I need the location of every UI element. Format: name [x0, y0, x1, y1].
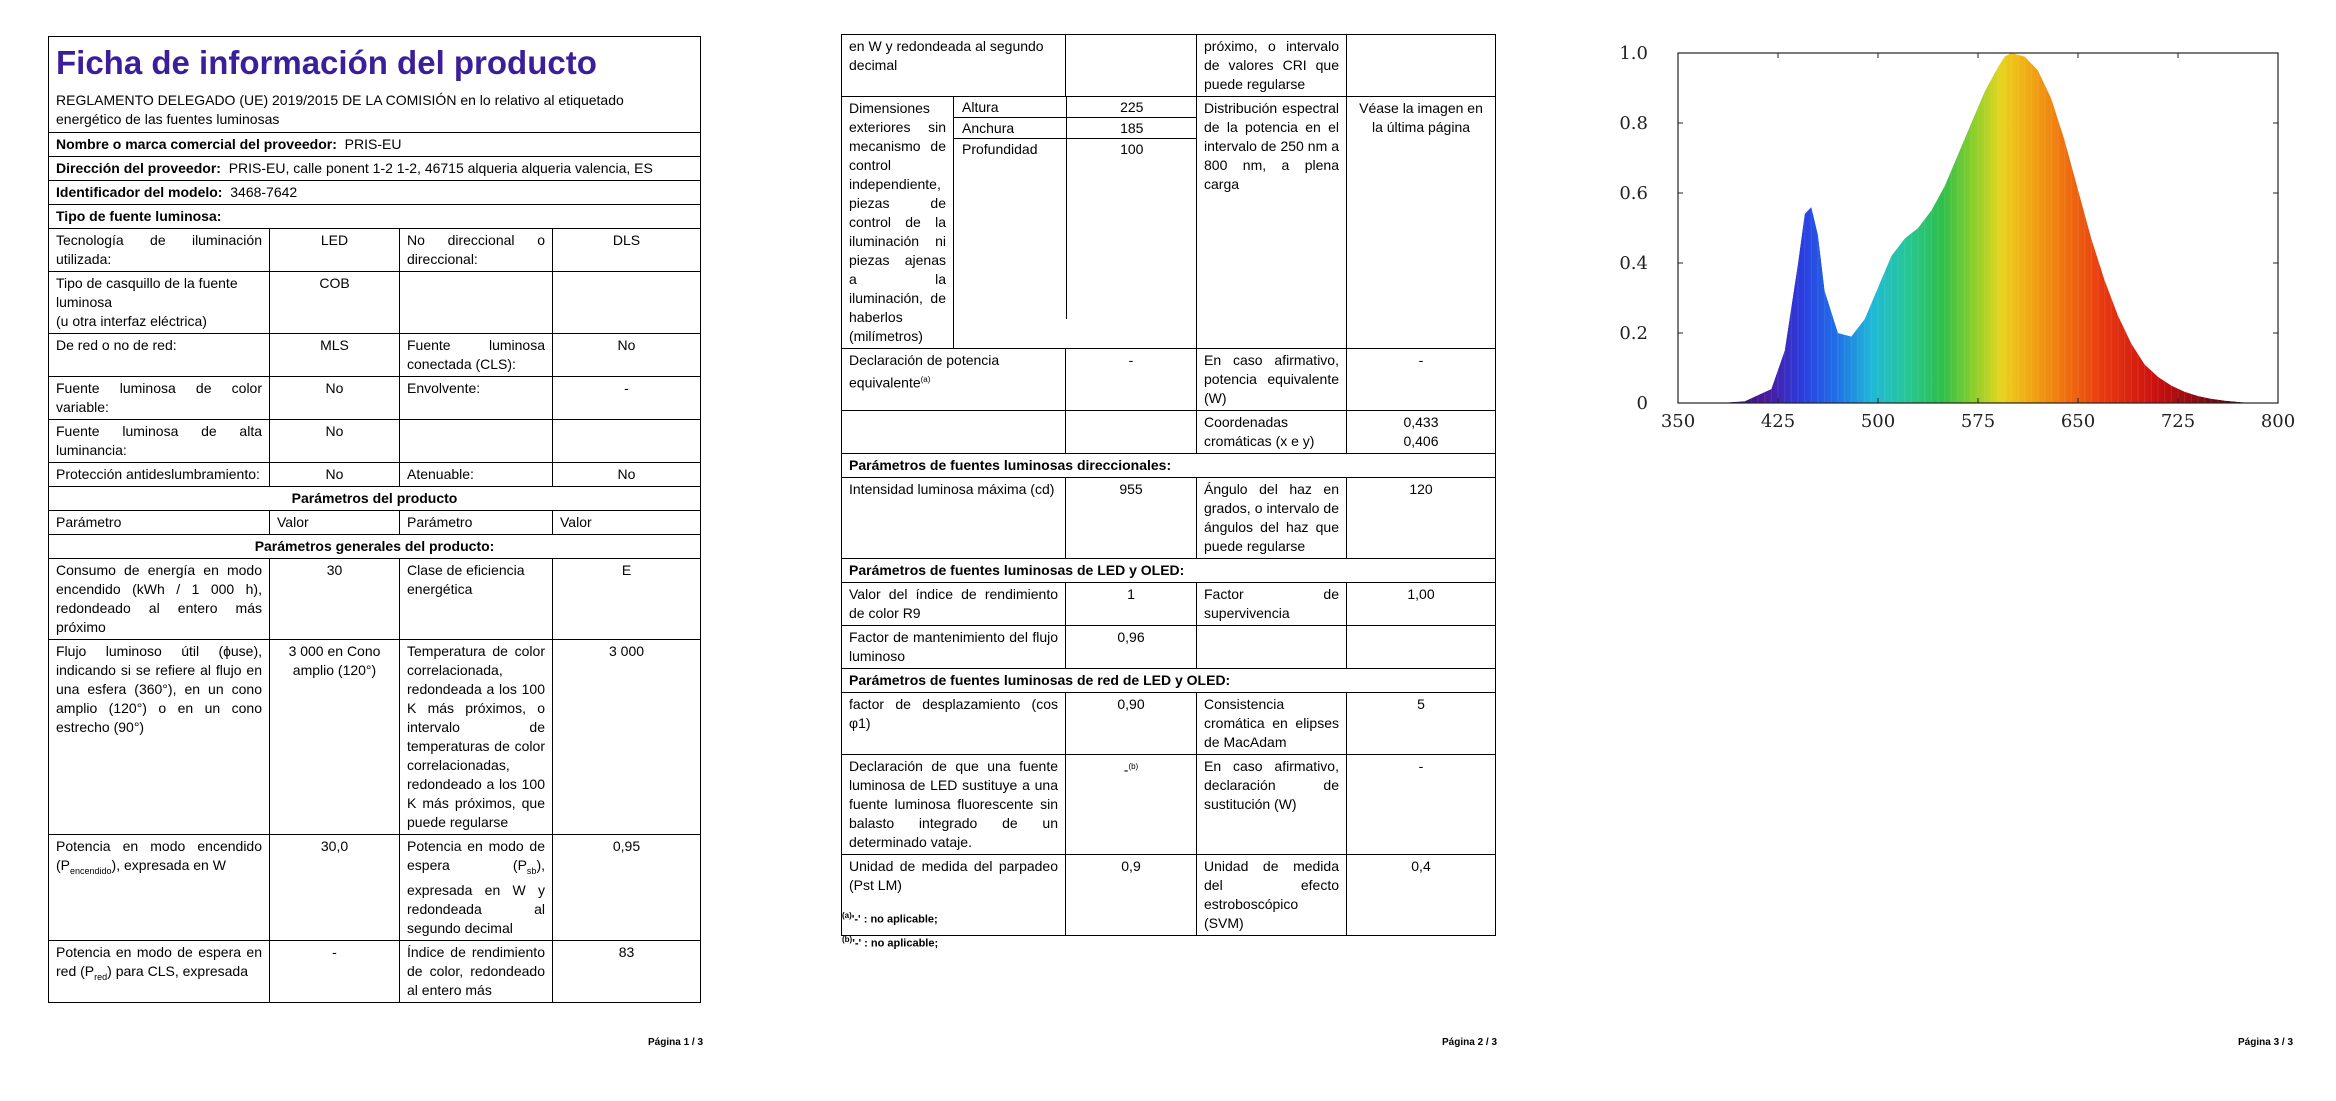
flicker-value: 0,9 [1066, 855, 1197, 936]
spec-label [400, 272, 553, 334]
supplier-label: Nombre o marca comercial del proveedor: [56, 136, 337, 152]
equiv-label [842, 349, 1066, 411]
dims-value-cell: 185 [1066, 118, 1197, 139]
spec-label: Atenuable: [400, 463, 553, 487]
cont-left-value [1066, 35, 1197, 97]
net-standby-label [49, 940, 270, 1002]
dims-row [954, 118, 1197, 139]
net-standby-label-a: Potencia en modo de espera en red (P [56, 943, 262, 979]
dims-value-cell: 100 [1120, 141, 1144, 157]
chroma-y: 0,406 [1403, 433, 1439, 449]
footnote-a-text: '-' : no aplicable; [851, 913, 938, 926]
x-tick-label: 800 [2260, 411, 2296, 432]
x-tick-label: 350 [1660, 411, 1696, 432]
equiv2-value: - [1347, 349, 1496, 411]
spec-value: DLS [553, 229, 701, 272]
spec-label: No direccional o direccional: [400, 229, 553, 272]
spec-label [400, 420, 553, 463]
power-on-label-a: Potencia en modo encendido (P [56, 838, 262, 873]
spec-value: No [553, 334, 701, 377]
replacement-label: Declaración de que una fuente luminosa de LED sustituye a una fuente luminosa fluorescente sin balasto integrado de un determinado vataje. [842, 755, 1066, 855]
power-on-label-b: ), expresada en W [111, 857, 226, 873]
footnotes [842, 906, 938, 953]
x-tick-label: 725 [2160, 411, 2196, 432]
class-label: Clase de eficiencia energética [400, 559, 553, 640]
replacement-value-text: - [1123, 761, 1129, 778]
standby-label [400, 835, 553, 941]
col-header-value: Valor [553, 511, 701, 535]
led-heading: Parámetros de fuentes luminosas de LED y OLED: [842, 559, 1496, 583]
empty-cell [842, 411, 1066, 454]
spec-value: LED [270, 229, 400, 272]
page-number: Página 3 / 3 [2238, 1037, 2294, 1048]
standby-subscript: sb [526, 865, 537, 876]
spd-value: Véase la imagen en la última página [1347, 97, 1496, 349]
flicker-label: Unidad de medida del parpadeo (Pst LM) [842, 855, 1066, 936]
page-2 [780, 0, 1540, 1101]
mains-heading: Parámetros de fuentes luminosas de red de LED y OLED: [842, 669, 1496, 693]
spec-row [49, 229, 701, 272]
spec-label: Tipo de casquillo de la fuente luminosa (u otra interfaz eléctrica) [49, 272, 270, 334]
survival-label: Factor de supervivencia [1197, 583, 1347, 626]
r9-value: 1 [1066, 583, 1197, 626]
maintenance-value: 0,96 [1066, 626, 1197, 669]
dims-label: Dimensiones exteriores sin mecanismo de control independiente, piezas de control de la iluminación ni piezas ajenas a la iluminación, de haberlos (milímetros) [842, 97, 954, 349]
cri-value: 83 [553, 940, 701, 1002]
address-label: Dirección del proveedor: [56, 160, 221, 176]
spec-row [49, 463, 701, 487]
replacement2-value: - [1347, 755, 1496, 855]
dims-values [954, 97, 1197, 349]
spec-label: Fuente luminosa de color variable: [49, 377, 270, 420]
displacement-label: factor de desplazamiento (cos φ1) [842, 693, 1066, 755]
beam-label: Ángulo del haz en grados, o intervalo de ángulos del haz que puede regularse [1197, 478, 1347, 559]
displacement-value: 0,90 [1066, 693, 1197, 755]
empty-cell [1197, 626, 1347, 669]
y-tick-label: 0.4 [1619, 253, 1648, 274]
dims-label-cell: Profundidad [954, 139, 1066, 320]
net-standby-subscript: red [94, 971, 108, 982]
title-cell [49, 37, 701, 133]
spec-value: No [270, 463, 400, 487]
footnote-b [842, 930, 938, 954]
chroma-x: 0,433 [1403, 414, 1439, 430]
col-header-param: Parámetro [49, 511, 270, 535]
spec-row [49, 334, 701, 377]
product-info-table-continued [841, 34, 1496, 936]
cct-label: Temperatura de color correlacionada, redondeada a los 100 K más próximos, o intervalo de temperaturas de color correlacionadas, redondeado a los 100 K más próximos, que puede regularse [400, 640, 553, 835]
product-info-table [48, 36, 701, 1003]
source-type-heading: Tipo de fuente luminosa: [49, 205, 701, 229]
equiv2-label: En caso afirmativo, potencia equivalente (W) [1197, 349, 1347, 411]
supplier-row [49, 133, 701, 157]
page-title: Ficha de información del producto [56, 44, 597, 81]
y-tick-label: 0.8 [1619, 113, 1648, 134]
standby-label-b: ), expresada en W y redondeada al segundo decimal [407, 857, 545, 936]
y-tick-label: 0.6 [1619, 183, 1648, 204]
spectral-power-chart [1560, 20, 2320, 440]
model-label: Identificador del modelo: [56, 184, 223, 200]
spec-value: No [270, 420, 400, 463]
chroma-label: Coordenadas cromáticas (x e y) [1197, 411, 1347, 454]
spec-value [553, 420, 701, 463]
empty-cell [1066, 411, 1197, 454]
regulation-text: REGLAMENTO DELEGADO (UE) 2019/2015 DE LA COMISIÓN en lo relativo al etiquetado energético de las fuentes luminosas [56, 92, 624, 127]
footnote-a [842, 906, 938, 930]
replacement-value [1066, 755, 1197, 855]
intensity-label: Intensidad luminosa máxima (cd) [842, 478, 1066, 559]
spec-value: No [270, 377, 400, 420]
address-value: PRIS-EU, calle ponent 1-2 1-2, 46715 alqueria alqueria valencia, ES [228, 160, 653, 176]
col-header-param: Parámetro [400, 511, 553, 535]
spec-label: Envolvente: [400, 377, 553, 420]
macadam-label: Consistencia cromática en elipses de MacAdam [1197, 693, 1347, 755]
cri-label: Índice de rendimiento de color, redondeado al entero más [400, 940, 553, 1002]
net-standby-label-b: ) para CLS, expresada [107, 962, 248, 979]
general-params-heading: Parámetros generales del producto: [49, 535, 701, 559]
spec-label: Fuente luminosa conectada (CLS): [400, 334, 553, 377]
power-on-value: 30,0 [270, 835, 400, 941]
x-tick-label: 500 [1860, 411, 1896, 432]
r9-label: Valor del índice de rendimiento de color R9 [842, 583, 1066, 626]
spec-value [553, 272, 701, 334]
cont-right-label: próximo, o intervalo de valores CRI que puede regularse [1197, 35, 1347, 97]
equiv-label-text: Declaración de potencia equivalente [849, 352, 1000, 391]
spec-value: - [553, 377, 701, 420]
spec-value: No [553, 463, 701, 487]
spec-row [49, 377, 701, 420]
page-1 [0, 0, 720, 1101]
power-on-subscript: encendido [70, 865, 112, 876]
spec-value: COB [270, 272, 400, 334]
product-params-heading: Parámetros del producto [49, 487, 701, 511]
spec-label: Fuente luminosa de alta luminancia: [49, 420, 270, 463]
net-standby-value: - [270, 940, 400, 1002]
footnote-b-mark: (b) [842, 934, 853, 944]
class-value: E [553, 559, 701, 640]
footnote-a-mark: (a) [842, 911, 852, 920]
stroboscopic-label: Unidad de medida del efecto estroboscópico (SVM) [1197, 855, 1347, 936]
equiv-footnote-mark: (a) [920, 375, 931, 384]
flux-value: 3 000 en Cono amplio (120°) [270, 640, 400, 835]
macadam-value: 5 [1347, 693, 1496, 755]
page-number: Página 2 / 3 [1442, 1037, 1498, 1048]
spec-row [49, 420, 701, 463]
dims-value-cell: 225 [1066, 97, 1197, 118]
spec-row [49, 272, 701, 334]
chroma-value [1347, 411, 1496, 454]
col-header-value: Valor [270, 511, 400, 535]
x-tick-label: 425 [1760, 411, 1796, 432]
page-number: Página 1 / 3 [648, 1037, 704, 1048]
survival-value: 1,00 [1347, 583, 1496, 626]
supplier-value: PRIS-EU [344, 136, 402, 152]
y-tick-label: 0.2 [1619, 323, 1648, 344]
empty-cell [1347, 626, 1496, 669]
y-tick-label: 1.0 [1619, 43, 1648, 64]
energy-label: Consumo de energía en modo encendido (kWh / 1 000 h), redondeado al entero más próximo [49, 559, 270, 640]
energy-value: 30 [270, 559, 400, 640]
spec-label: De red o no de red: [49, 334, 270, 377]
page-3 [1560, 0, 2336, 1101]
beam-value: 120 [1347, 478, 1496, 559]
model-value: 3468-7642 [230, 184, 298, 200]
spec-value: MLS [270, 334, 400, 377]
cct-value: 3 000 [553, 640, 701, 835]
replacement-footnote-mark: (b) [1128, 762, 1139, 771]
spd-label: Distribución espectral de la potencia en el intervalo de 250 nm a 800 nm, a plena carga [1197, 97, 1347, 349]
model-row [49, 181, 701, 205]
dims-row [954, 139, 1197, 320]
spec-label: Protección antideslumbramiento: [49, 463, 270, 487]
y-tick-label: 0 [1636, 393, 1648, 414]
dims-label-cell: Altura [954, 97, 1066, 118]
directional-heading: Parámetros de fuentes luminosas direccionales: [842, 454, 1496, 478]
stroboscopic-value: 0,4 [1347, 855, 1496, 936]
flux-label: Flujo luminoso útil (ɸuse), indicando si se refiere al flujo en una esfera (360°), en un cono amplio (120°) o en un cono estrecho (90°) [49, 640, 270, 835]
footnote-b-text: '-' : no aplicable; [852, 937, 939, 950]
intensity-value: 955 [1066, 478, 1197, 559]
power-on-label [49, 835, 270, 941]
maintenance-label: Factor de mantenimiento del flujo luminoso [842, 626, 1066, 669]
x-tick-label: 575 [1960, 411, 1996, 432]
address-row [49, 157, 701, 181]
cont-right-value [1347, 35, 1496, 97]
standby-value: 0,95 [553, 835, 701, 941]
dims-label-cell: Anchura [954, 118, 1066, 139]
equiv-value: - [1066, 349, 1197, 411]
replacement2-label: En caso afirmativo, declaración de sustitución (W) [1197, 755, 1347, 855]
x-tick-label: 650 [2060, 411, 2096, 432]
standby-label-a: Potencia en modo de espera (P [407, 838, 545, 873]
dims-row [954, 97, 1197, 118]
cont-left-label: en W y redondeada al segundo decimal [842, 35, 1066, 97]
spec-label: Tecnología de iluminación utilizada: [49, 229, 270, 272]
